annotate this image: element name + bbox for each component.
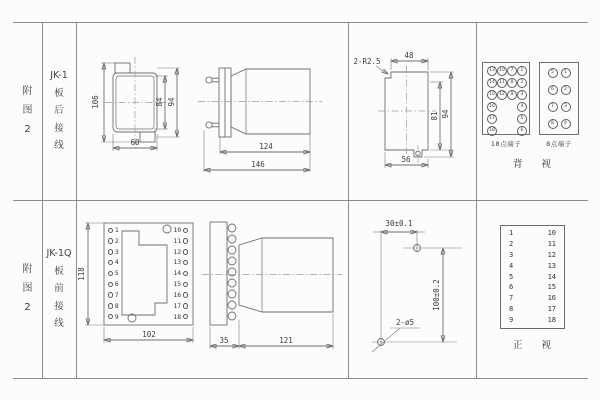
jk1-front-view — [91, 57, 180, 151]
terminal-number: 8 — [108, 303, 119, 309]
terminal-number: 14 — [547, 272, 556, 281]
table-divider-4 — [476, 22, 477, 378]
dim-106: 106 — [91, 95, 100, 109]
jk1q-side-view — [202, 222, 342, 349]
terminal-number: 16 — [173, 292, 188, 298]
terminal-18-grid — [483, 63, 529, 134]
terminal-number: 1 — [517, 66, 527, 76]
terminal-number: 16 — [487, 102, 497, 112]
dim-121: 121 — [279, 336, 293, 345]
terminal-number: 7 — [507, 66, 517, 76]
terminal-number: 15 — [173, 281, 188, 287]
terminal-number: 4 — [509, 261, 514, 270]
terminal-18-label: 18点端子 — [490, 140, 522, 148]
terminal-8-grid — [540, 63, 578, 134]
dim-94b: 94 — [441, 109, 450, 119]
terminal-list-left-column — [509, 230, 513, 324]
dim-35: 35 — [219, 336, 229, 345]
terminal-number: 15 — [487, 90, 497, 100]
terminal-number: 18 — [487, 126, 497, 136]
terminal-number: 5 — [548, 68, 558, 78]
terminal-number: 3 — [509, 250, 514, 259]
terminal-number: 10 — [497, 66, 507, 76]
model-label-char: 前 — [54, 283, 64, 295]
model-label-char: 线 — [54, 318, 64, 330]
terminal-number: 8 — [548, 119, 558, 129]
terminal-number: 18 — [173, 314, 188, 320]
dim-94: 94 — [167, 97, 176, 107]
terminal-number: 9 — [507, 90, 517, 100]
terminal-number: 7 — [509, 294, 514, 303]
terminal-block-8-point — [539, 62, 579, 135]
terminal-block-18-point — [482, 62, 530, 135]
dim-hole-spec: 2-ø5 — [395, 318, 415, 327]
terminal-number: 17 — [487, 114, 497, 124]
terminal-number: 12 — [173, 249, 188, 255]
terminal-number: 5 — [517, 114, 527, 124]
terminal-number: 8 — [507, 78, 517, 88]
model-label-char: JK-1 — [50, 70, 68, 82]
terminal-number: 16 — [547, 294, 556, 303]
dim-56: 56 — [401, 155, 411, 164]
model-label-char: JK-1Q — [46, 248, 72, 260]
terminal-number: 2 — [509, 239, 514, 248]
terminal-number: 4 — [517, 102, 527, 112]
terminal-number: 4 — [561, 119, 571, 129]
terminal-number: 18 — [547, 316, 556, 324]
figure-label-char: 2 — [24, 124, 31, 135]
terminal-number: 1 — [509, 229, 514, 237]
terminal-number: 9 — [108, 314, 119, 320]
terminal-number: 2 — [561, 85, 571, 95]
terminal-number: 17 — [547, 305, 556, 314]
jk1q-drilling-plan-drawing — [348, 200, 476, 378]
jk1-side-view — [198, 68, 322, 172]
dim-30: 30±0.1 — [385, 219, 413, 228]
figure-label-char: 附 — [22, 86, 33, 97]
dim-102: 102 — [142, 330, 156, 339]
figure-label-char: 图 — [22, 283, 33, 294]
terminal-number: 8 — [509, 305, 514, 314]
front-view-terminal-column-left — [108, 227, 119, 320]
terminal-list-right-column — [548, 230, 556, 324]
model-label-char: 后 — [54, 105, 64, 117]
figure-label-char: 附 — [22, 264, 33, 275]
terminal-number: 12 — [497, 90, 507, 100]
terminal-number: 4 — [108, 259, 119, 265]
terminal-number: 15 — [547, 283, 556, 292]
terminal-screw-icon — [206, 122, 219, 128]
terminal-number-list — [500, 225, 565, 329]
dim-60: 60 — [130, 138, 140, 147]
model-label-jk1q-front-wiring — [42, 200, 76, 378]
rear-view-label: 背 视 — [512, 159, 560, 170]
terminal-number: 10 — [173, 227, 188, 233]
terminal-number: 3 — [517, 90, 527, 100]
terminal-number: 2 — [108, 238, 119, 244]
table-border-bottom — [13, 378, 588, 379]
dim-84: 84 — [155, 97, 164, 107]
terminal-number: 17 — [173, 303, 188, 309]
dim-81: 81 — [430, 111, 439, 121]
terminal-screw-stack — [228, 224, 236, 320]
terminal-number: 10 — [547, 229, 556, 237]
terminal-number: 7 — [548, 102, 558, 112]
terminal-number: 12 — [547, 250, 556, 259]
terminal-number: 13 — [487, 66, 497, 76]
terminal-number: 14 — [173, 270, 188, 276]
dim-124: 124 — [259, 142, 273, 151]
dim-146: 146 — [251, 160, 265, 169]
model-label-char: 板 — [54, 87, 64, 99]
terminal-number: 7 — [108, 292, 119, 298]
model-label-char: 线 — [54, 140, 64, 152]
figure-number-label-row2 — [13, 200, 42, 378]
model-label-char: 接 — [54, 122, 64, 134]
figure-label-char: 图 — [22, 105, 33, 116]
terminal-number: 5 — [509, 272, 514, 281]
terminal-number: 6 — [517, 126, 527, 136]
model-label-char: 接 — [54, 300, 64, 312]
dim-48: 48 — [404, 51, 414, 60]
front-view-terminal-column-right — [168, 227, 188, 320]
figure-label-char: 2 — [24, 302, 31, 313]
terminal-number: 3 — [108, 249, 119, 255]
terminal-number: 11 — [497, 78, 507, 88]
terminal-number: 6 — [548, 85, 558, 95]
terminal-number: 13 — [173, 259, 188, 265]
figure-number-label-row1 — [13, 22, 42, 200]
terminal-number: 6 — [108, 281, 119, 287]
terminal-number: 11 — [173, 238, 188, 244]
terminal-number: 14 — [487, 78, 497, 88]
dim-100: 100±0.2 — [432, 279, 441, 311]
dim-118: 118 — [77, 267, 86, 281]
terminal-number: 2 — [517, 78, 527, 88]
model-label-char: 板 — [54, 265, 64, 277]
front-view-label: 正 视 — [512, 340, 560, 351]
terminal-number: 11 — [547, 239, 556, 248]
terminal-number: 1 — [561, 68, 571, 78]
terminal-8-label: 8点端子 — [546, 140, 572, 148]
jk1-panel-cutout-drawing — [348, 22, 476, 200]
jk1-front-and-side-view-drawing — [76, 22, 348, 200]
terminal-screw-icon — [206, 77, 219, 83]
terminal-number: 3 — [561, 102, 571, 112]
terminal-number: 9 — [509, 316, 514, 324]
terminal-number: 13 — [547, 261, 556, 270]
dim-corner-radius: 2-R2.5 — [353, 57, 381, 66]
terminal-number: 6 — [509, 283, 514, 292]
model-label-jk1-rear-wiring — [42, 22, 76, 200]
terminal-number: 1 — [108, 227, 119, 233]
terminal-number: 5 — [108, 270, 119, 276]
